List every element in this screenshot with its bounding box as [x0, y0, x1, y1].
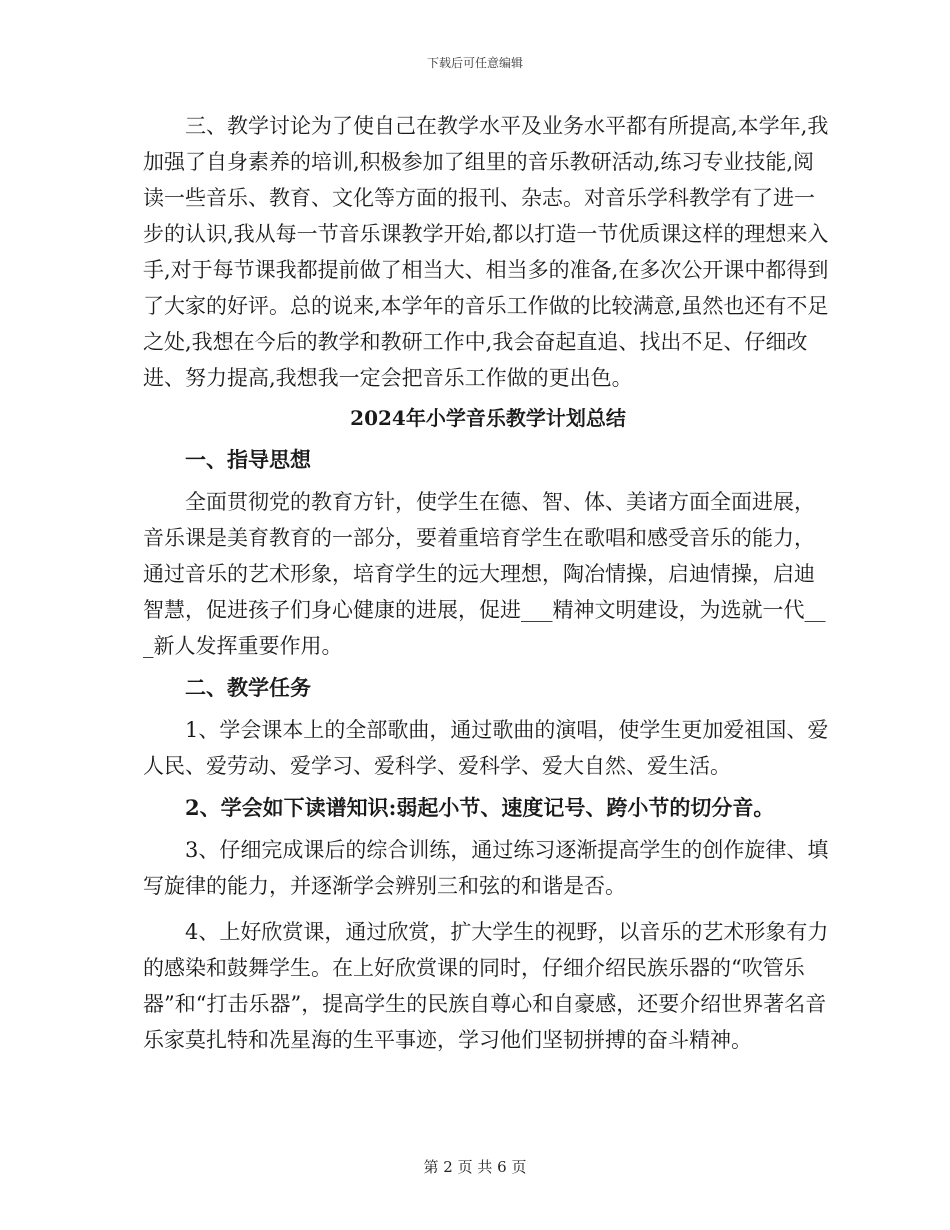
task-item-1: 1、学会课本上的全部歌曲，通过歌曲的演唱，使学生更加爱祖国、爱人民、爱劳动、爱学习、爱科学、爱科学、爱大自然、爱生活。 — [143, 718, 829, 778]
intro-paragraph: 三、教学讨论为了使自己在教学水平及业务水平都有所提高,本学年,我加强了自身素养的培训,积极参加了组里的音乐教研活动,练习专业技能,阅读一些音乐、教育、文化等方面的报刊、杂志。对音乐学科教学有了进一步的认识,我从每一节音乐课教学开始,都以打造一节优质课这样的理想来入手,对于每节课我都提前做了相当大、相当多的准备,在多次公开课中都得到了大家的好评。总的说来,本学年的音乐工作做的比较满意,虽然也还有不足之处,我想在今后的教学和教研工作中,我会奋起直追、找出不足、仔细改进、努力提高,我想我一定会把音乐工作做的更出色。 — [143, 114, 829, 390]
document-title: 2024年小学音乐教学计划总结 — [350, 406, 626, 430]
task-item-3: 3、仔细完成课后的综合训练，通过练习逐渐提高学生的创作旋律、填写旋律的能力，并逐渐学会辨别三和弦的和谐是否。 — [143, 838, 829, 898]
document-body — [143, 108, 833, 1064]
section-heading-teaching-tasks: 二、教学任务 — [185, 675, 311, 700]
page-number: 第 2 页 共 6 页 — [423, 1158, 527, 1176]
section-heading-guiding-ideology: 一、指导思想 — [185, 447, 311, 472]
task-item-4: 4、上好欣赏课，通过欣赏，扩大学生的视野，以音乐的艺术形象有力的感染和鼓舞学生。在上好欣赏课的同时，仔细介绍民族乐器的“吹管乐器”和“打击乐器”，提高学生的民族自尊心和自豪感，还要介绍世界著名音乐家莫扎特和冼星海的生平事迹，学习他们坚韧拼搏的奋斗精神。 — [143, 920, 829, 1052]
guiding-ideology-paragraph: 全面贯彻党的教育方针，使学生在德、智、体、美诸方面全面进展，音乐课是美育教育的一部分，要着重培育学生在歌唱和感受音乐的能力，通过音乐的艺术形象，培育学生的远大理想，陶冶情操，启迪情操，启迪智慧，促进孩子们身心健康的进展，促进___精神文明建设，为选就一代___新人发挥重要作用。 — [143, 490, 826, 658]
page-header: 下载后可任意编辑 — [426, 56, 523, 70]
task-item-2: 2、学会如下读谱知识:弱起小节、速度记号、跨小节的切分音。 — [185, 795, 775, 820]
